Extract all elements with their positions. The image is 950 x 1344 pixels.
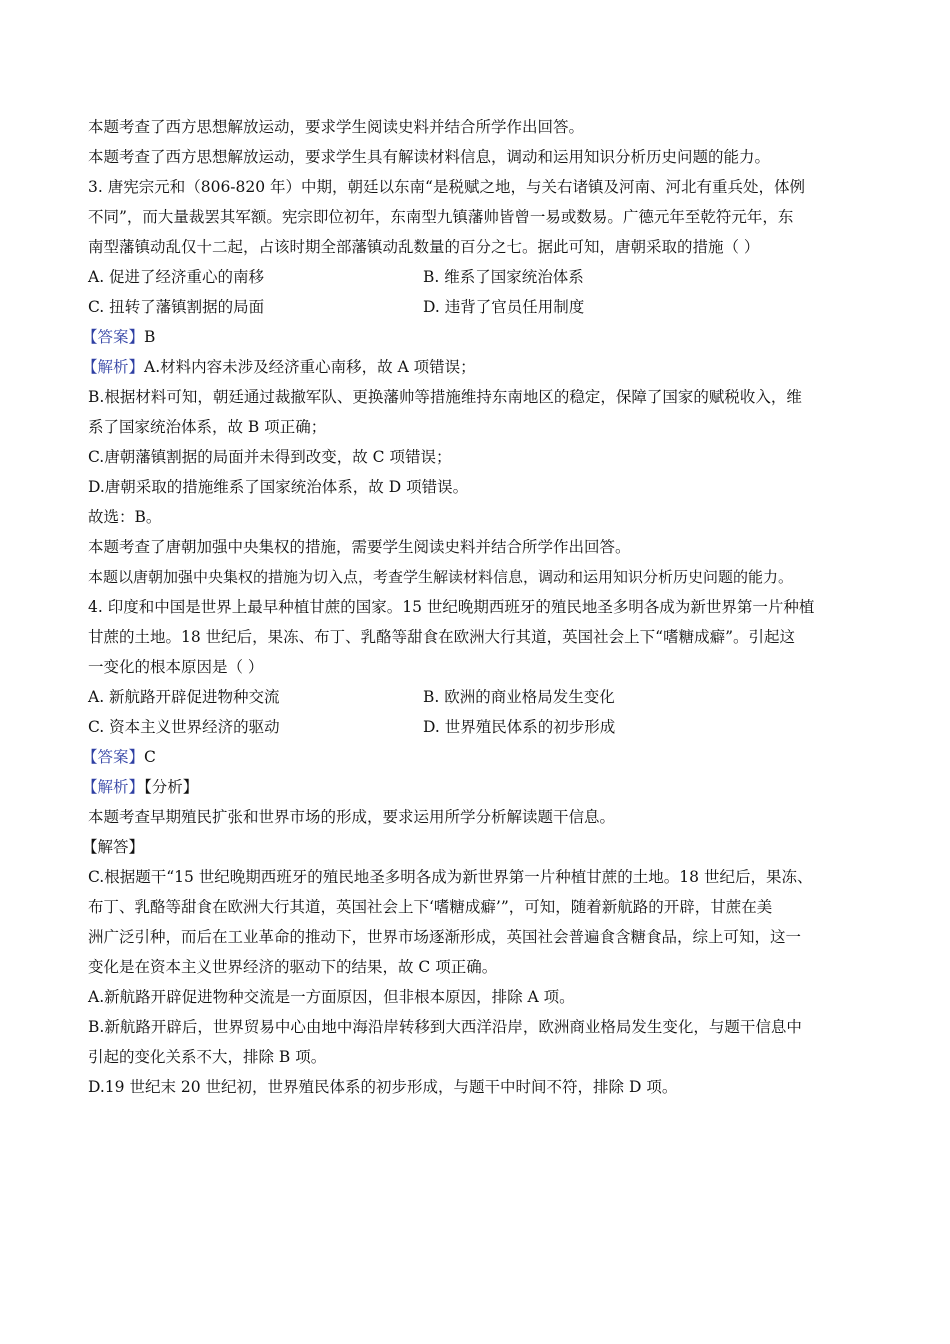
q4-option-b: B. 欧洲的商业格局发生变化 — [423, 688, 615, 706]
analysis-line: A.材料内容未涉及经济重心南移，故 A 项错误； — [144, 358, 476, 376]
analysis-line: 布丁、乳酪等甜食在欧洲大行其道，英国社会上下‘嗜糖成癖’”，可知，随着新航路的开辟，甘蔗在美 — [88, 898, 773, 916]
answer-label: 【答案】 — [82, 748, 145, 766]
analysis-line: B.根据材料可知，朝廷通过裁撤军队、更换藩帅等措施维持东南地区的稳定，保障了国家的赋税收入，维 — [88, 388, 802, 406]
q4-stem-line: 4. 印度和中国是世界上最早种植甘蔗的国家。15 世纪晚期西班牙的殖民地圣多明各成为新世界第一片种植 — [88, 598, 815, 616]
fenxi-label: 【分析】 — [144, 778, 199, 796]
q3-stem-line: 南型藩镇动乱仅十二起，占该时期全部藩镇动乱数量的百分之七。据此可知，唐朝采取的措施（ ） — [88, 238, 760, 256]
q3-options-row — [88, 262, 872, 292]
analysis-line: 本题考查了唐朝加强中央集权的措施，需要学生阅读史料并结合所学作出回答。 — [88, 538, 631, 556]
q3-option-c: C. 扭转了藩镇割据的局面 — [88, 298, 265, 316]
analysis-line: 本题以唐朝加强中央集权的措施为切入点，考查学生解读材料信息，调动和运用知识分析历史问题的能力。 — [88, 568, 794, 586]
q4-option-d: D. 世界殖民体系的初步形成 — [423, 718, 616, 736]
analysis-line: B.新航路开辟后，世界贸易中心由地中海沿岸转移到大西洋沿岸，欧洲商业格局发生变化，与题干信息中 — [88, 1018, 802, 1036]
q3-options-row — [88, 292, 872, 322]
q3-option-a: A. 促进了经济重心的南移 — [88, 268, 265, 286]
q3-stem-line: 不同”，而大量裁罢其军额。宪宗即位初年，东南型九镇藩帅皆曾一易或数易。广德元年至乾符元年，东 — [88, 208, 794, 226]
analysis-line: 引起的变化关系不大，排除 B 项。 — [88, 1048, 327, 1066]
analysis-line: 系了国家统治体系，故 B 项正确； — [88, 418, 327, 436]
q4-option-c: C. 资本主义世界经济的驱动 — [88, 718, 280, 736]
analysis-line: A.新航路开辟促进物种交流是一方面原因，但非根本原因，排除 A 项。 — [88, 988, 575, 1006]
q3-answer — [82, 322, 872, 352]
answer-label: 【答案】 — [82, 328, 145, 346]
q4-answer — [82, 742, 872, 772]
q3-stem-line: 3. 唐宪宗元和（806-820 年）中期，朝廷以东南“是税赋之地，与关右诸镇及河南、河北有重兵处，体例 — [88, 178, 805, 196]
answer-value: B — [144, 328, 156, 346]
analysis-line: 故选：B。 — [88, 508, 162, 526]
analysis-label: 【解析】 — [82, 778, 145, 796]
analysis-line: C.唐朝藩镇割据的局面并未得到改变，故 C 项错误； — [88, 448, 452, 466]
q2-summary-line: 本题考查了西方思想解放运动，要求学生阅读史料并结合所学作出回答。 — [88, 118, 585, 136]
analysis-line: 变化是在资本主义世界经济的驱动下的结果，故 C 项正确。 — [88, 958, 498, 976]
analysis-line: C.根据题干“15 世纪晚期西班牙的殖民地圣多明各成为新世界第一片种植甘蔗的土地。18 世纪后，果冻、 — [88, 868, 813, 886]
q3-analysis-first — [82, 352, 872, 382]
q2-summary-line: 本题考查了西方思想解放运动，要求学生具有解读材料信息，调动和运用知识分析历史问题的能力。 — [88, 148, 771, 166]
analysis-line: D.19 世纪末 20 世纪初，世界殖民体系的初步形成，与题干中时间不符，排除 D 项。 — [88, 1078, 678, 1096]
jieda-label: 【解答】 — [82, 838, 145, 856]
q3-option-b: B. 维系了国家统治体系 — [423, 268, 584, 286]
q4-analysis-header — [82, 772, 872, 802]
q4-stem-line: 甘蔗的土地。18 世纪后，果冻、布丁、乳酪等甜食在欧洲大行其道，英国社会上下“嗜糖成癖”。引起这 — [88, 628, 796, 646]
analysis-line: 洲广泛引种，而后在工业革命的推动下，世界市场逐渐形成，英国社会普遍食含糖食品，综上可知，这一 — [88, 928, 802, 946]
q4-option-a: A. 新航路开辟促进物种交流 — [88, 688, 280, 706]
q3-option-d: D. 违背了官员任用制度 — [423, 298, 585, 316]
fenxi-line: 本题考查早期殖民扩张和世界市场的形成，要求运用所学分析解读题干信息。 — [88, 808, 616, 826]
analysis-label: 【解析】 — [82, 358, 145, 376]
analysis-line: D.唐朝采取的措施维系了国家统治体系，故 D 项错误。 — [88, 478, 469, 496]
q4-stem-line: 一变化的根本原因是（ ） — [88, 658, 264, 676]
q4-options-row — [88, 682, 872, 712]
answer-value: C — [144, 748, 156, 766]
q4-options-row — [88, 712, 872, 742]
document-page — [82, 112, 872, 1102]
